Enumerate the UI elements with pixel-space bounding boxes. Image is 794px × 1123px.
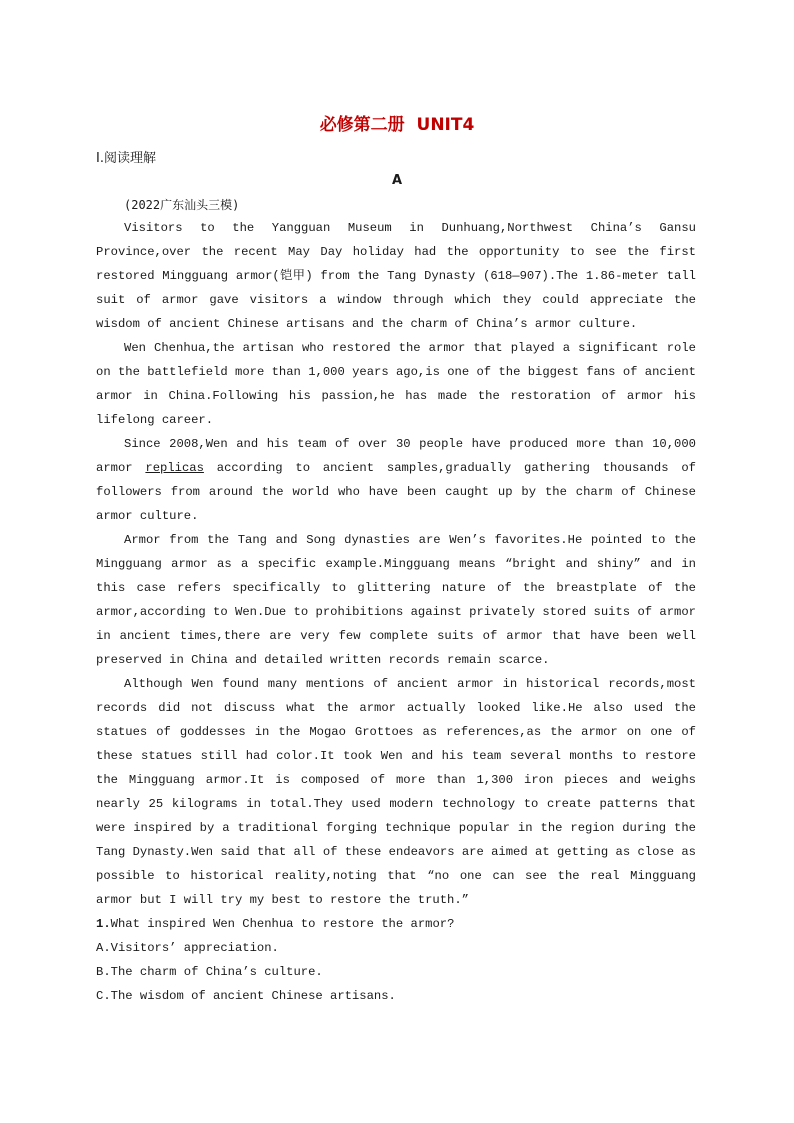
reading-passage <box>96 216 696 912</box>
paragraph-3-text-end: according to ancient samples,gradually gathering thousands of followers from around the world who have been caught up by the charm of Chinese armor culture. <box>96 461 696 523</box>
paragraph-5: Although Wen found many mentions of ancient armor in historical records,most records did not discuss what the armor actually looked like.He also used the statues of goddesses in the Mogao Grottoes as references,as the armor on one of these statues still had color.It took Wen and his team several months to restore the Mingguang armor.It is composed of more than 1,300 iron pieces and weighs nearly 25 kilograms in total.They used modern technology to create patterns that were inspired by a traditional forging technique popular in the region during the Tang Dynasty.Wen said that all of these endeavors are aimed at getting as close as possible to historical reality,noting that “no one can see the real Mingguang armor but I will try my best to restore the truth.” <box>96 677 696 907</box>
question-number: 1. <box>96 917 111 931</box>
paragraph-4: Armor from the Tang and Song dynasties are Wen’s favorites.He pointed to the Mingguang armor as a specific example.Mingguang means “bright and shiny” and in this case refers specifically to glittering nature of the breastplate of the armor,according to Wen.Due to prohibitions against privately stored suits of armor in ancient times,there are very few complete suits of armor that have been well preserved in China and detailed written records remain scarce. <box>96 533 696 667</box>
option-a: A.Visitors’ appreciation. <box>96 941 279 955</box>
document-title: 必修第二册 UNIT4 <box>319 115 475 135</box>
paragraph-3 <box>96 432 696 528</box>
question-stem <box>96 912 696 936</box>
option-b: B.The charm of China’s culture. <box>96 965 323 979</box>
paragraph-2: Wen Chenhua,the artisan who restored the armor that played a significant role on the battlefield more than 1,000 years ago,is one of the biggest fans of ancient armor in China.Following his passion,he has made the restoration of armor his lifelong career. <box>96 341 696 427</box>
part-label: A <box>391 173 403 188</box>
question-1 <box>96 912 696 1008</box>
section-heading: Ⅰ.阅读理解 <box>96 151 156 166</box>
underlined-word: replicas <box>145 461 204 475</box>
paragraph-3-text-start: Since 2008,Wen and his team of over 30 people have produced more than 10,000 armor <box>96 437 696 475</box>
question-text: What inspired Wen Chenhua to restore the armor? <box>110 917 455 931</box>
paragraph-1: Visitors to the Yangguan Museum in Dunhuang,Northwest China’s Gansu Province,over the recent May Day holiday had the opportunity to see the first restored Mingguang armor(铠甲) from the Tang Dynasty (618—907).The 1.86-meter tall suit of armor gave visitors a window through which they could appreciate the wisdom of ancient Chinese artisans and the charm of China’s armor culture. <box>96 221 696 331</box>
source-note: (2022广东汕头三模) <box>124 198 240 212</box>
option-c: C.The wisdom of ancient Chinese artisans. <box>96 989 396 1003</box>
